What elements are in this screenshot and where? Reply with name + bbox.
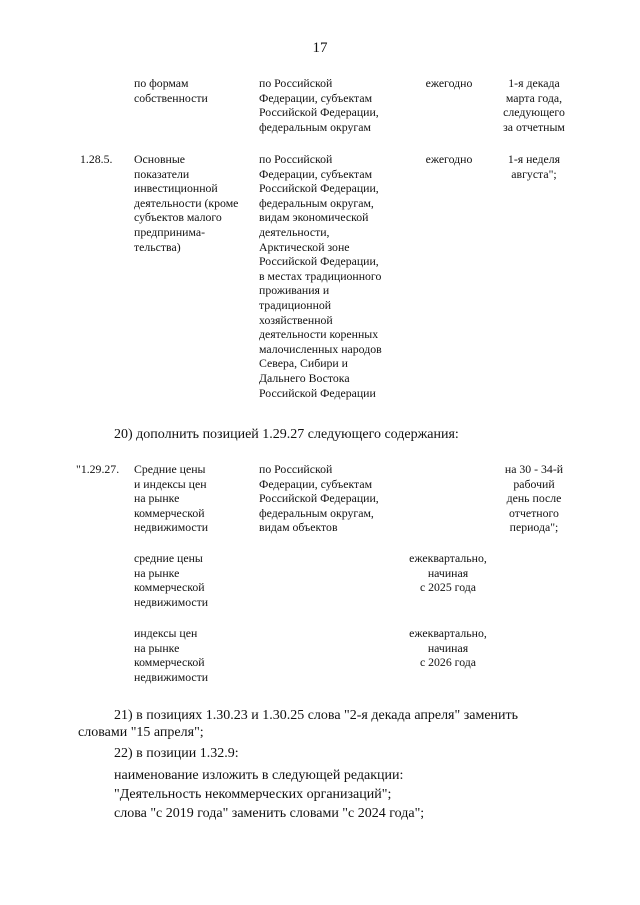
indicator-name: индексы цен на рынке коммерческой недвижимости	[134, 626, 209, 684]
indicator-name: средние цены на рынке коммерческой недвижимости	[134, 551, 209, 609]
paragraph-21-line-2: словами "15 апреля";	[78, 725, 204, 740]
paragraph-22: 22) в позиции 1.32.9:	[114, 746, 239, 761]
position-number: 1.28.5.	[80, 152, 113, 166]
indicator-name: по формам собственности	[134, 76, 208, 105]
deadline: 1-я декада марта года, следующего за отчетным	[503, 76, 565, 134]
paragraph-22-new-name: "Деятельность некоммерческих организаций";	[114, 787, 392, 802]
paragraph-22-name: наименование изложить в следующей редакции:	[114, 768, 404, 783]
indicator-name: Основные показатели инвестиционной деятельности (кроме субъектов малого предпринима- тельства)	[134, 152, 239, 254]
position-number: "1.29.27.	[76, 462, 120, 476]
periodicity: ежеквартально, начиная с 2026 года	[409, 626, 487, 670]
periodicity: ежеквартально, начиная с 2025 года	[409, 551, 487, 595]
paragraph-21	[78, 707, 566, 741]
coverage: по Российской Федерации, субъектам Российской Федерации, федеральным округам, видам экономической деятельности, Арктической зоне Российской Федерации, в местах традиционного проживания и традиционной хозяйственной деятельности коренных малочисленных народов Севера, Сибири и Дальнего Востока Российской Федерации	[259, 152, 382, 400]
page-number: 17	[312, 40, 328, 56]
indicator-name: Средние цены и индексы цен на рынке коммерческой недвижимости	[134, 462, 209, 535]
paragraph-21-line-1: 21) в позициях 1.30.23 и 1.30.25 слова "2-я декада апреля" заменить	[114, 708, 519, 723]
periodicity: ежегодно	[425, 76, 473, 90]
paragraph-22-words: слова "с 2019 года" заменить словами "с 2024 года";	[114, 806, 425, 821]
coverage: по Российской Федерации, субъектам Российской Федерации, федеральным округам, видам объектов	[259, 462, 379, 535]
paragraph-20: 20) дополнить позицией 1.29.27 следующего содержания:	[114, 427, 459, 442]
periodicity: ежегодно	[425, 152, 473, 166]
deadline: 1-я неделя августа";	[507, 152, 561, 181]
deadline: на 30 - 34-й рабочий день после отчетного периода";	[504, 462, 564, 535]
coverage: по Российской Федерации, субъектам Российской Федерации, федеральным округам	[259, 76, 379, 134]
